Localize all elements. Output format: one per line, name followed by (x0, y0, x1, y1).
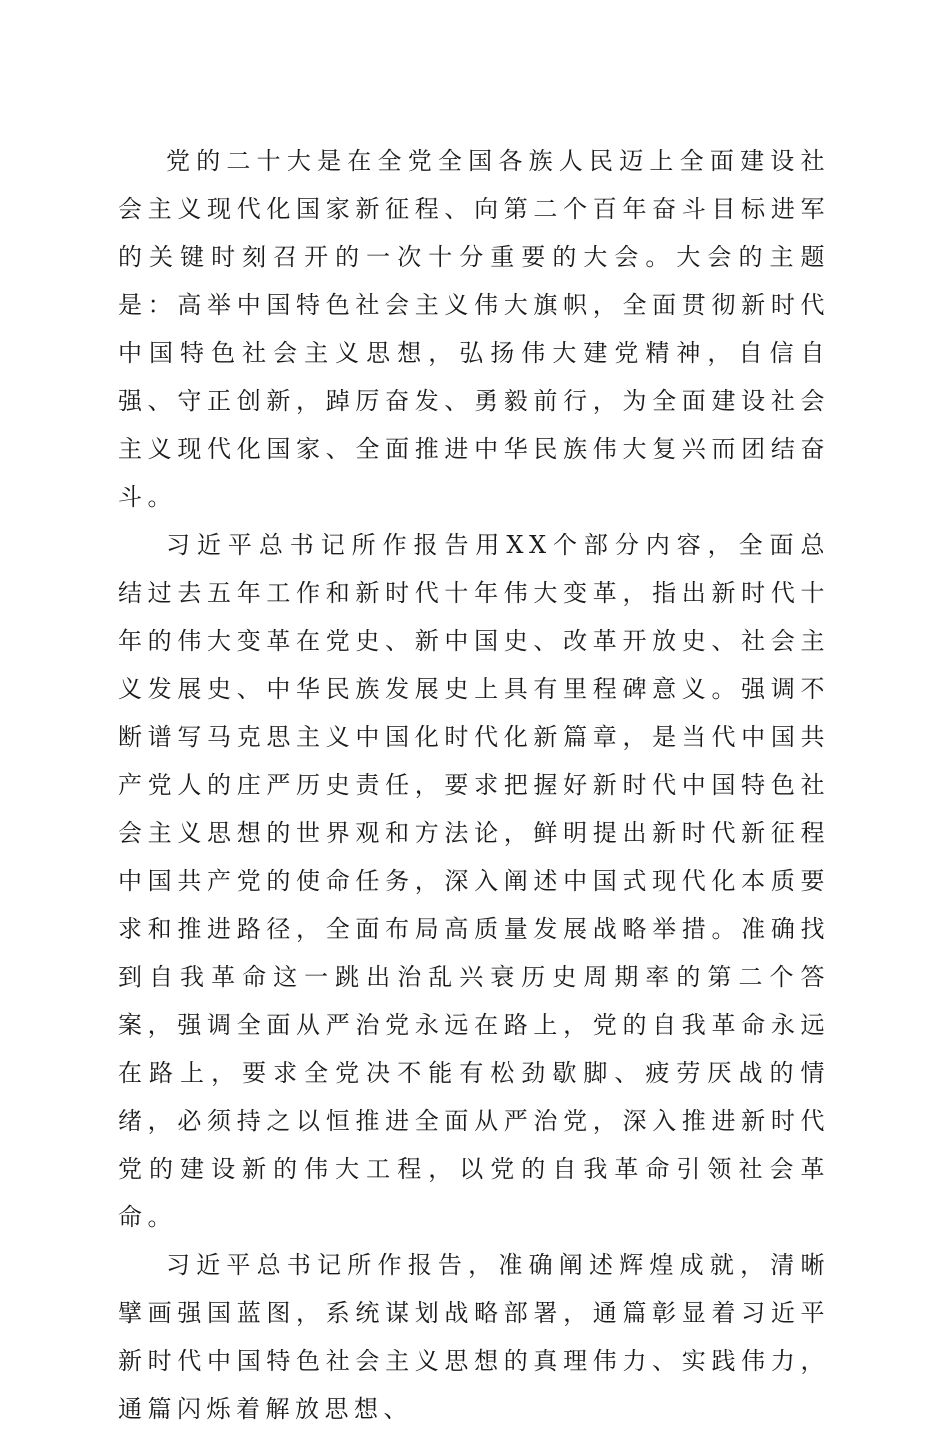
paragraph-3: 习近平总书记所作报告，准确阐述辉煌成就，清晰擘画强国蓝图，系统谋划战略部署，通篇彰显着习近平新时代中国特色社会主义思想的真理伟力、实践伟力，通篇闪烁着解放思想、 (118, 1251, 830, 1423)
paragraph-2: 习近平总书记所作报告用XX个部分内容，全面总结过去五年工作和新时代十年伟大变革，指出新时代十年的伟大变革在党史、新中国史、改革开放史、社会主义发展史、中华民族发展史上具有里程碑意义。强调不断谱写马克思主义中国化时代化新篇章，是当代中国共产党人的庄严历史责任，要求把握好新时代中国特色社会主义思想的世界观和方法论，鲜明提出新时代新征程中国共产党的使命任务，深入阐述中国式现代化本质要求和推进路径，全面布局高质量发展战略举措。准确找到自我革命这一跳出治乱兴衰历史周期率的第二个答案，强调全面从严治党永远在路上，党的自我革命永远在路上，要求全党决不能有松劲歇脚、疲劳厌战的情绪，必须持之以恒推进全面从严治党，深入推进新时代党的建设新的伟大工程，以党的自我革命引领社会革命。 (118, 531, 830, 1231)
document-body (118, 137, 830, 1433)
paragraph-1: 党的二十大是在全党全国各族人民迈上全面建设社会主义现代化国家新征程、向第二个百年奋斗目标进军的关键时刻召开的一次十分重要的大会。大会的主题是：高举中国特色社会主义伟大旗帜，全面贯彻新时代中国特色社会主义思想，弘扬伟大建党精神，自信自强、守正创新，踔厉奋发、勇毅前行，为全面建设社会主义现代化国家、全面推进中华民族伟大复兴而团结奋斗。 (118, 147, 830, 511)
